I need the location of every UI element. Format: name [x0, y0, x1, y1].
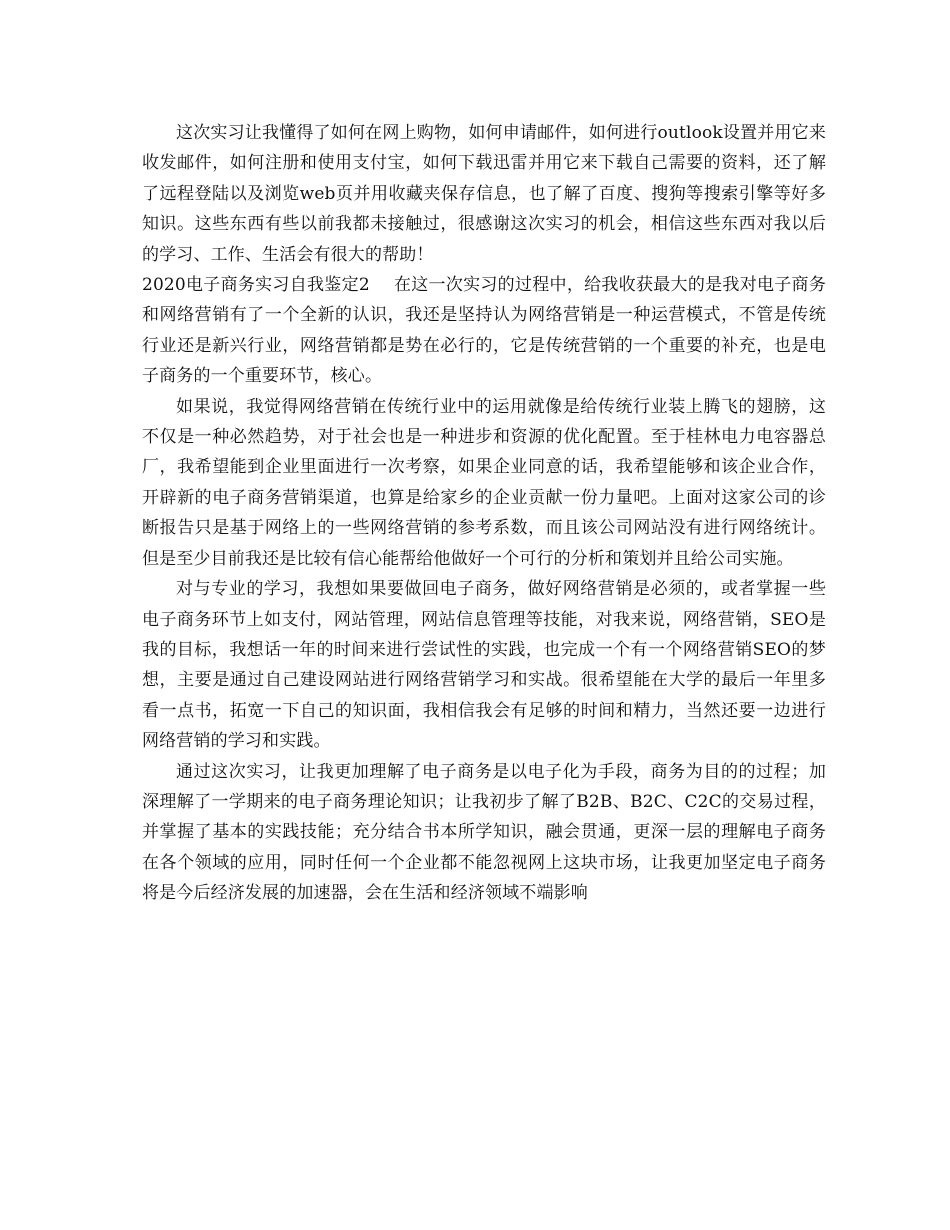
document-body — [142, 118, 826, 909]
paragraph-professional-study: 对与专业的学习，我想如果要做回电子商务，做好网络营销是必须的，或者掌握一些电子商务环节上如支付，网站管理，网站信息管理等技能，对我来说，网络营销，SEO是我的目标，我想话一年的时间来进行尝试性的实践，也完成一个有一个网络营销SEO的梦想，主要是通过自己建设网站进行网络营销学习和实战。很希望能在大学的最后一年里多看一点书，拓宽一下自己的知识面，我相信我会有足够的时间和精力，当然还要一边进行网络营销的学习和实践。 — [142, 579, 826, 752]
paragraph-internship-skills: 这次实习让我懂得了如何在网上购物，如何申请邮件，如何进行outlook设置并用它来收发邮件，如何注册和使用支付宝，如何下载迅雷并用它来下载自己需要的资料，还了解了远程登陆以及浏览web页并用收藏夹保存信息，也了解了百度、搜狗等搜索引擎等好多知识。这些东西有些以前我都未接触过，很感谢这次实习的机会，相信这些东西对我以后的学习、工作、生活会有很大的帮助！ — [142, 123, 826, 265]
paragraph-with-heading — [142, 270, 826, 392]
paragraph-conclusion: 通过这次实习，让我更加理解了电子商务是以电子化为手段，商务为目的的过程；加深理解了一学期来的电子商务理论知识；让我初步了解了B2B、B2C、C2C的交易过程，并掌握了基本的实践技能；充分结合书本所学知识，融会贯通，更深一层的理解电子商务在各个领域的应用，同时任何一个企业都不能忽视网上这块市场，让我更加坚定电子商务将是今后经济发展的加速器，会在生活和经济领域不端影响 — [142, 761, 826, 904]
paragraph-traditional-industry: 如果说，我觉得网络营销在传统行业中的运用就像是给传统行业装上腾飞的翅膀，这不仅是一种必然趋势，对于社会也是一种进步和资源的优化配置。至于桂林电力电容器总厂，我希望能到企业里面进行一次考察，如果企业同意的话，我希望能够和该企业合作，开辟新的电子商务营销渠道，也算是给家乡的企业贡献一份力量吧。上面对这家公司的诊断报告只是基于网络上的一些网络营销的参考系数，而且该公司网站没有进行网络统计。但是至少目前我还是比较有信心能帮给他做好一个可行的分析和策划并且给公司实施。 — [142, 396, 826, 569]
paragraph-ecommerce-understanding: 在这一次实习的过程中，给我收获最大的是我对电子商务和网络营销有了一个全新的认识，我还是坚持认为网络营销是一种运营模式，不管是传统行业还是新兴行业，网络营销都是势在必行的，它是传统营销的一个重要的补充，也是电子商务的一个重要环节，核心。 — [142, 275, 826, 387]
section-heading: 2020电子商务实习自我鉴定2 — [142, 275, 370, 296]
